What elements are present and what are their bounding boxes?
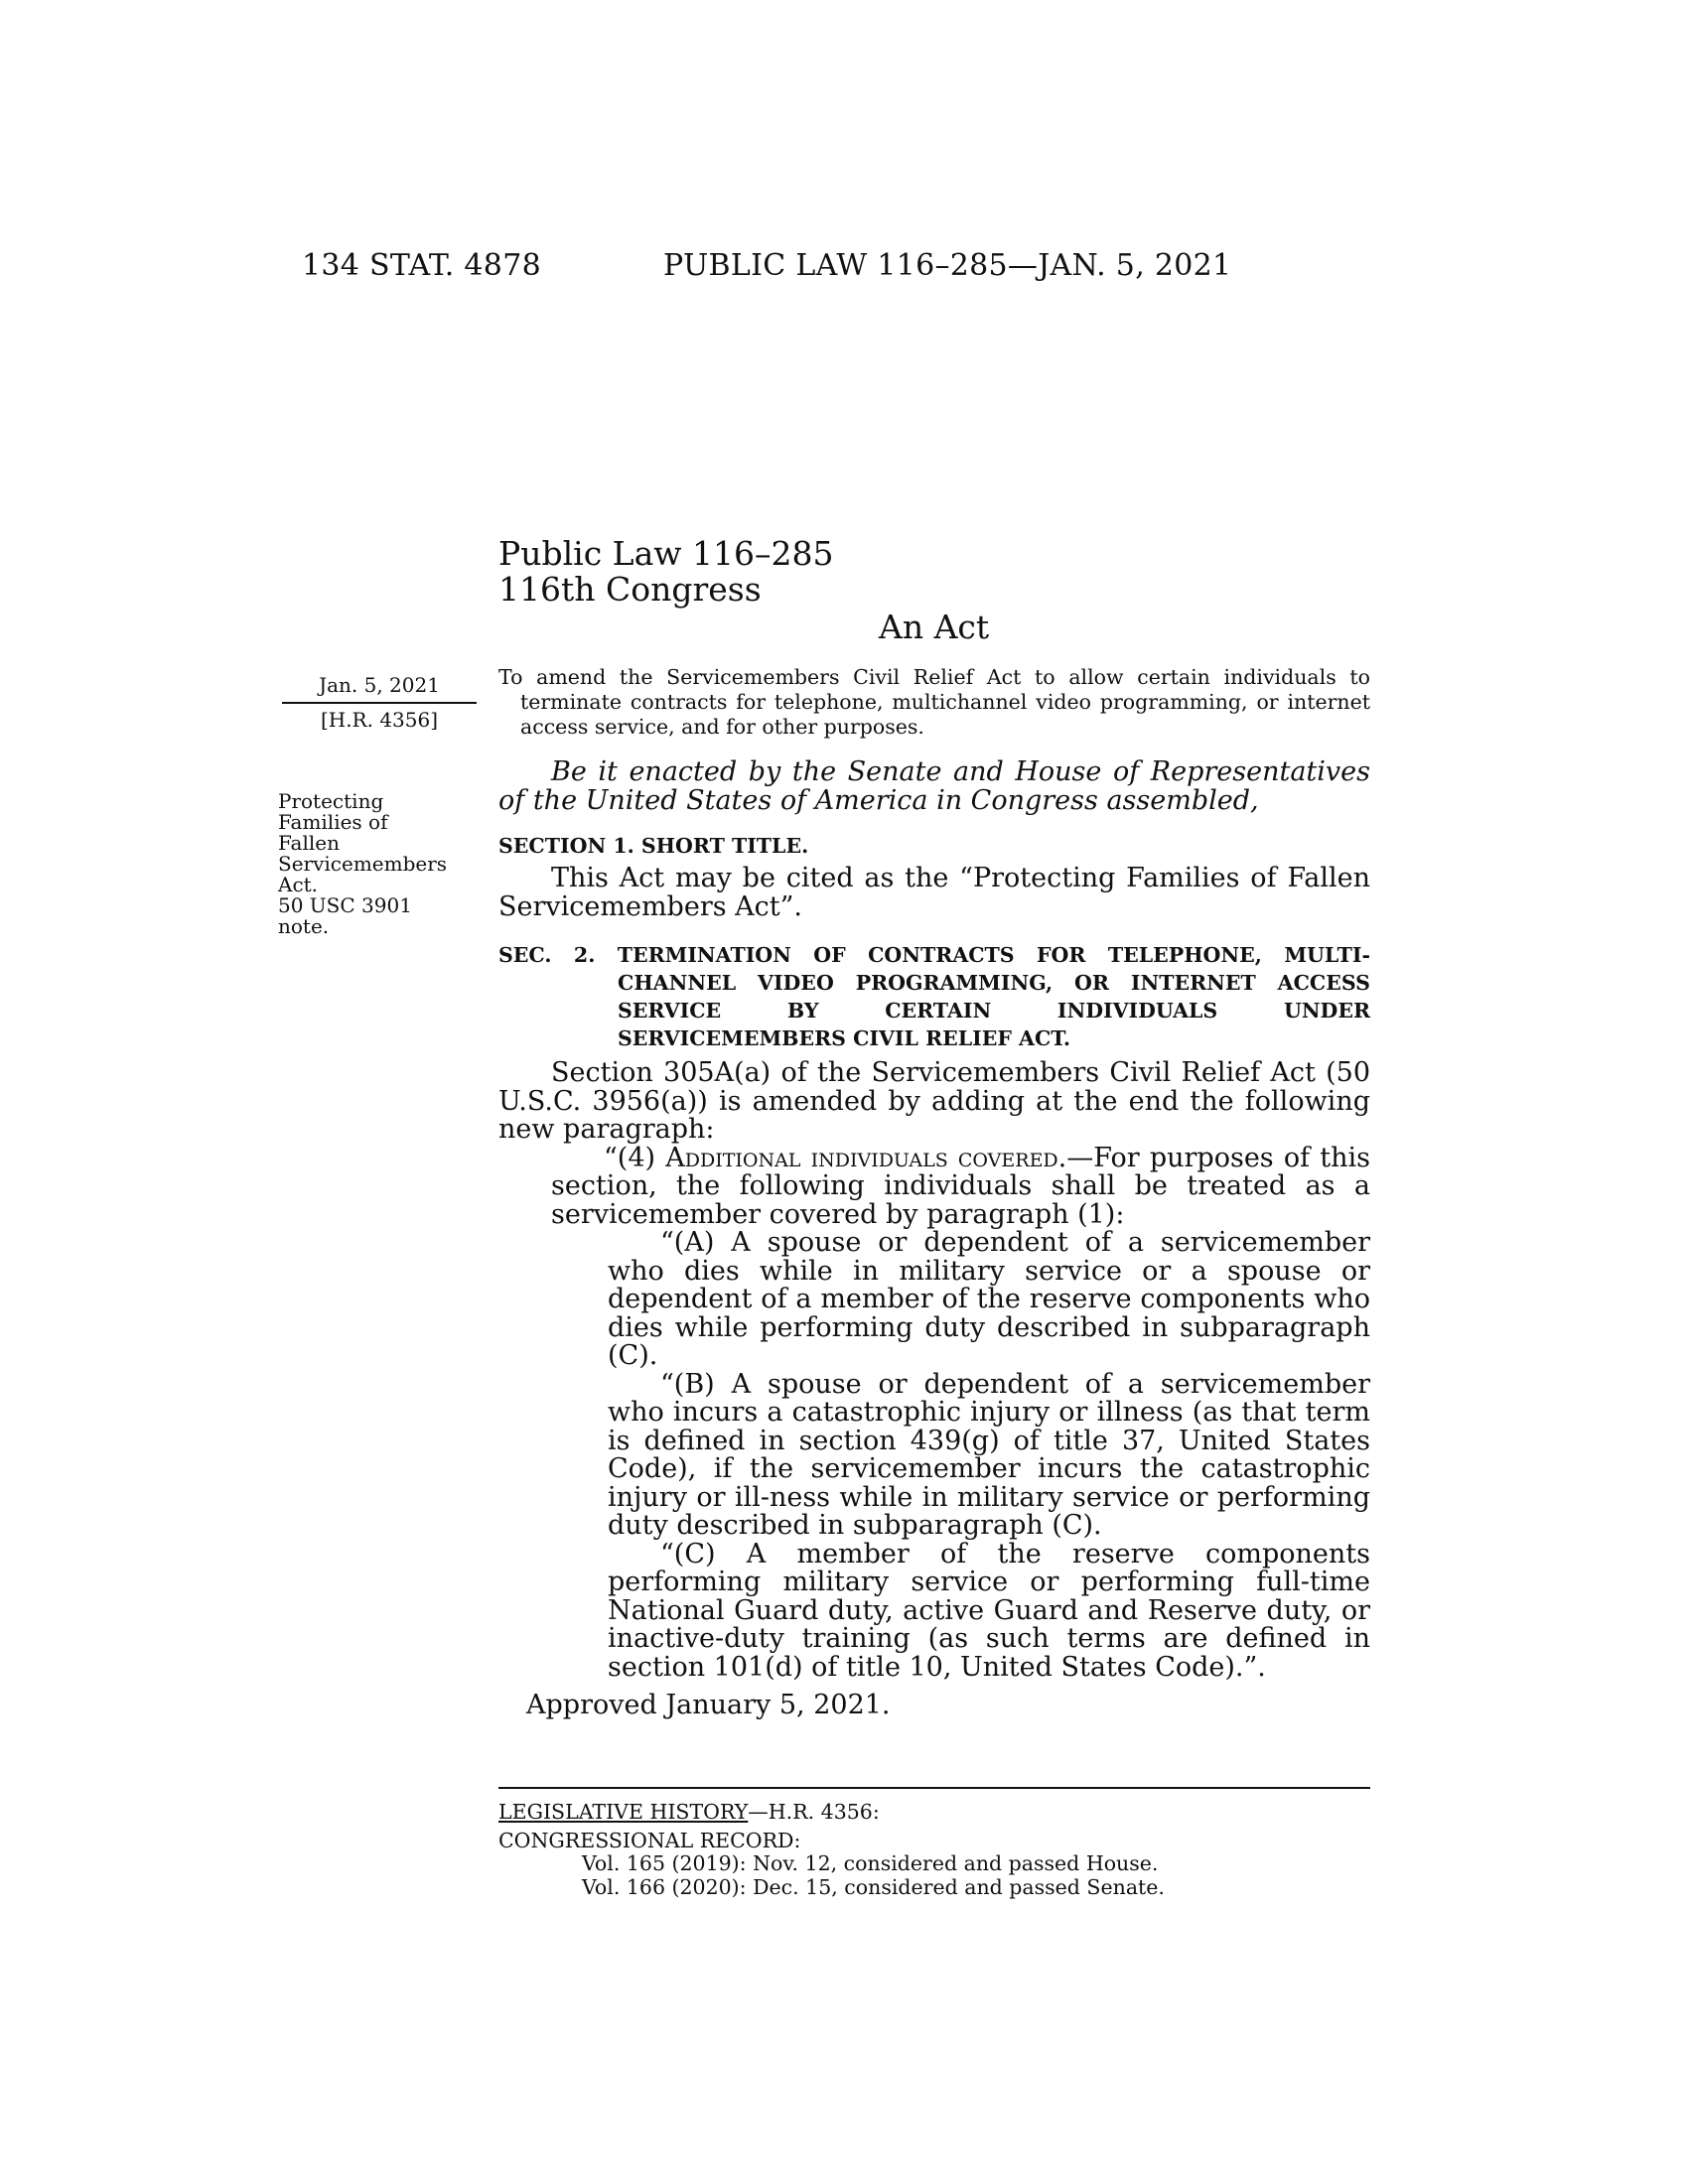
subparagraph-c: “(C) A member of the reserve components performing military service or performing full-time National Guard duty, active Guard and Reserve duty, or inactive-duty training (as such terms are defined in section 101(d) of title 10, United States Code).”. — [608, 1538, 1370, 1683]
legislative-history-bill: —H.R. 4356: — [748, 1800, 880, 1824]
margin-bill-number: [H.R. 4356] — [320, 708, 439, 732]
legislative-history-label: LEGISLATIVE HISTORY — [498, 1800, 749, 1824]
public-law-title: Public Law 116–285 — [498, 534, 834, 573]
section-2-body — [498, 1059, 1370, 1682]
paragraph-4-lead: “(4) — [604, 1142, 666, 1173]
legislative-history — [498, 1801, 1370, 1899]
section-2-heading-line: SEC. 2. TERMINATION OF CONTRACTS FOR TELEPHONE, MULTI- — [498, 943, 1370, 967]
section-2-heading — [498, 941, 1370, 1052]
section-1-body — [498, 864, 1370, 921]
margin-note-line: Servicemembers — [278, 852, 448, 876]
section-1-text: This Act may be cited as the “Protecting Families of Fallen Servicemembers Act”. — [498, 863, 1370, 922]
legislative-history-heading — [498, 1801, 1370, 1825]
subparagraph-b: “(B) A spouse or dependent of a servicemember who incurs a catastrophic injury or illness (as that term is defined in section 439(g) of title 37, United States Code), if the servicemember incurs the catastrophic injury or ill-ness while in military service or performing duty described in subparagraph (C). — [608, 1368, 1370, 1541]
approval-date: Approved January 5, 2021. — [526, 1690, 891, 1720]
an-act-heading: An Act — [879, 608, 990, 646]
margin-note-line: Act. — [278, 873, 319, 896]
purpose-clause — [498, 665, 1370, 740]
enacting-text: Be it enacted by the Senate and House of Representatives of the United States of America in Congress assembled, — [498, 756, 1370, 816]
law-citation-header: PUBLIC LAW 116–285—JAN. 5, 2021 — [663, 248, 1232, 283]
section-1-heading: SECTION 1. SHORT TITLE. — [498, 834, 809, 858]
margin-date-block — [282, 675, 477, 731]
margin-note-line: note. — [278, 914, 330, 938]
section-2-heading-line: SERVICEMEMBERS CIVIL RELIEF ACT. — [618, 1026, 1071, 1050]
record-entry: Vol. 165 (2019): Nov. 12, considered and passed House. — [582, 1851, 1159, 1875]
section-2-heading-line: SERVICE BY CERTAIN INDIVIDUALS UNDER — [618, 999, 1370, 1023]
margin-divider — [282, 702, 477, 704]
stat-citation: 134 STAT. 4878 — [302, 248, 541, 283]
congressional-record-label: CONGRESSIONAL RECORD: — [498, 1828, 801, 1852]
paragraph-4 — [551, 1142, 1370, 1230]
margin-note — [278, 791, 477, 937]
record-entry: Vol. 166 (2020): Dec. 15, considered and passed Senate. — [582, 1874, 1165, 1899]
section-2-heading-line: CHANNEL VIDEO PROGRAMMING, OR INTERNET ACCESS — [618, 971, 1370, 995]
margin-note-line: Protecting — [278, 789, 384, 813]
paragraph-4-heading: Additional individuals covered. — [665, 1142, 1067, 1173]
margin-date: Jan. 5, 2021 — [319, 673, 440, 697]
congress-number: 116th Congress — [498, 570, 762, 609]
margin-note-line: Families of — [278, 810, 388, 834]
footer-divider — [498, 1787, 1370, 1789]
subparagraph-a: “(A) A spouse or dependent of a servicemember who dies while in military service or a spouse or dependent of a member of the reserve components who dies while performing duty described in subparagraph (C). — [608, 1227, 1370, 1371]
paragraph-4-text: —For purposes of this section, the following individuals shall be treated as a servicemember covered by paragraph (1): — [551, 1142, 1370, 1230]
margin-note-line: Fallen — [278, 831, 340, 855]
purpose-text: To amend the Servicemembers Civil Relief Act to allow certain individuals to terminate contracts for telephone, multichannel video programming, or internet access service, and for other purposes. — [498, 665, 1370, 739]
margin-note-line: 50 USC 3901 — [278, 893, 412, 917]
enacting-clause — [498, 757, 1370, 815]
section-2-intro: Section 305A(a) of the Servicemembers Civil Relief Act (50 U.S.C. 3956(a)) is amended by adding at the end the following new paragraph: — [498, 1057, 1370, 1145]
